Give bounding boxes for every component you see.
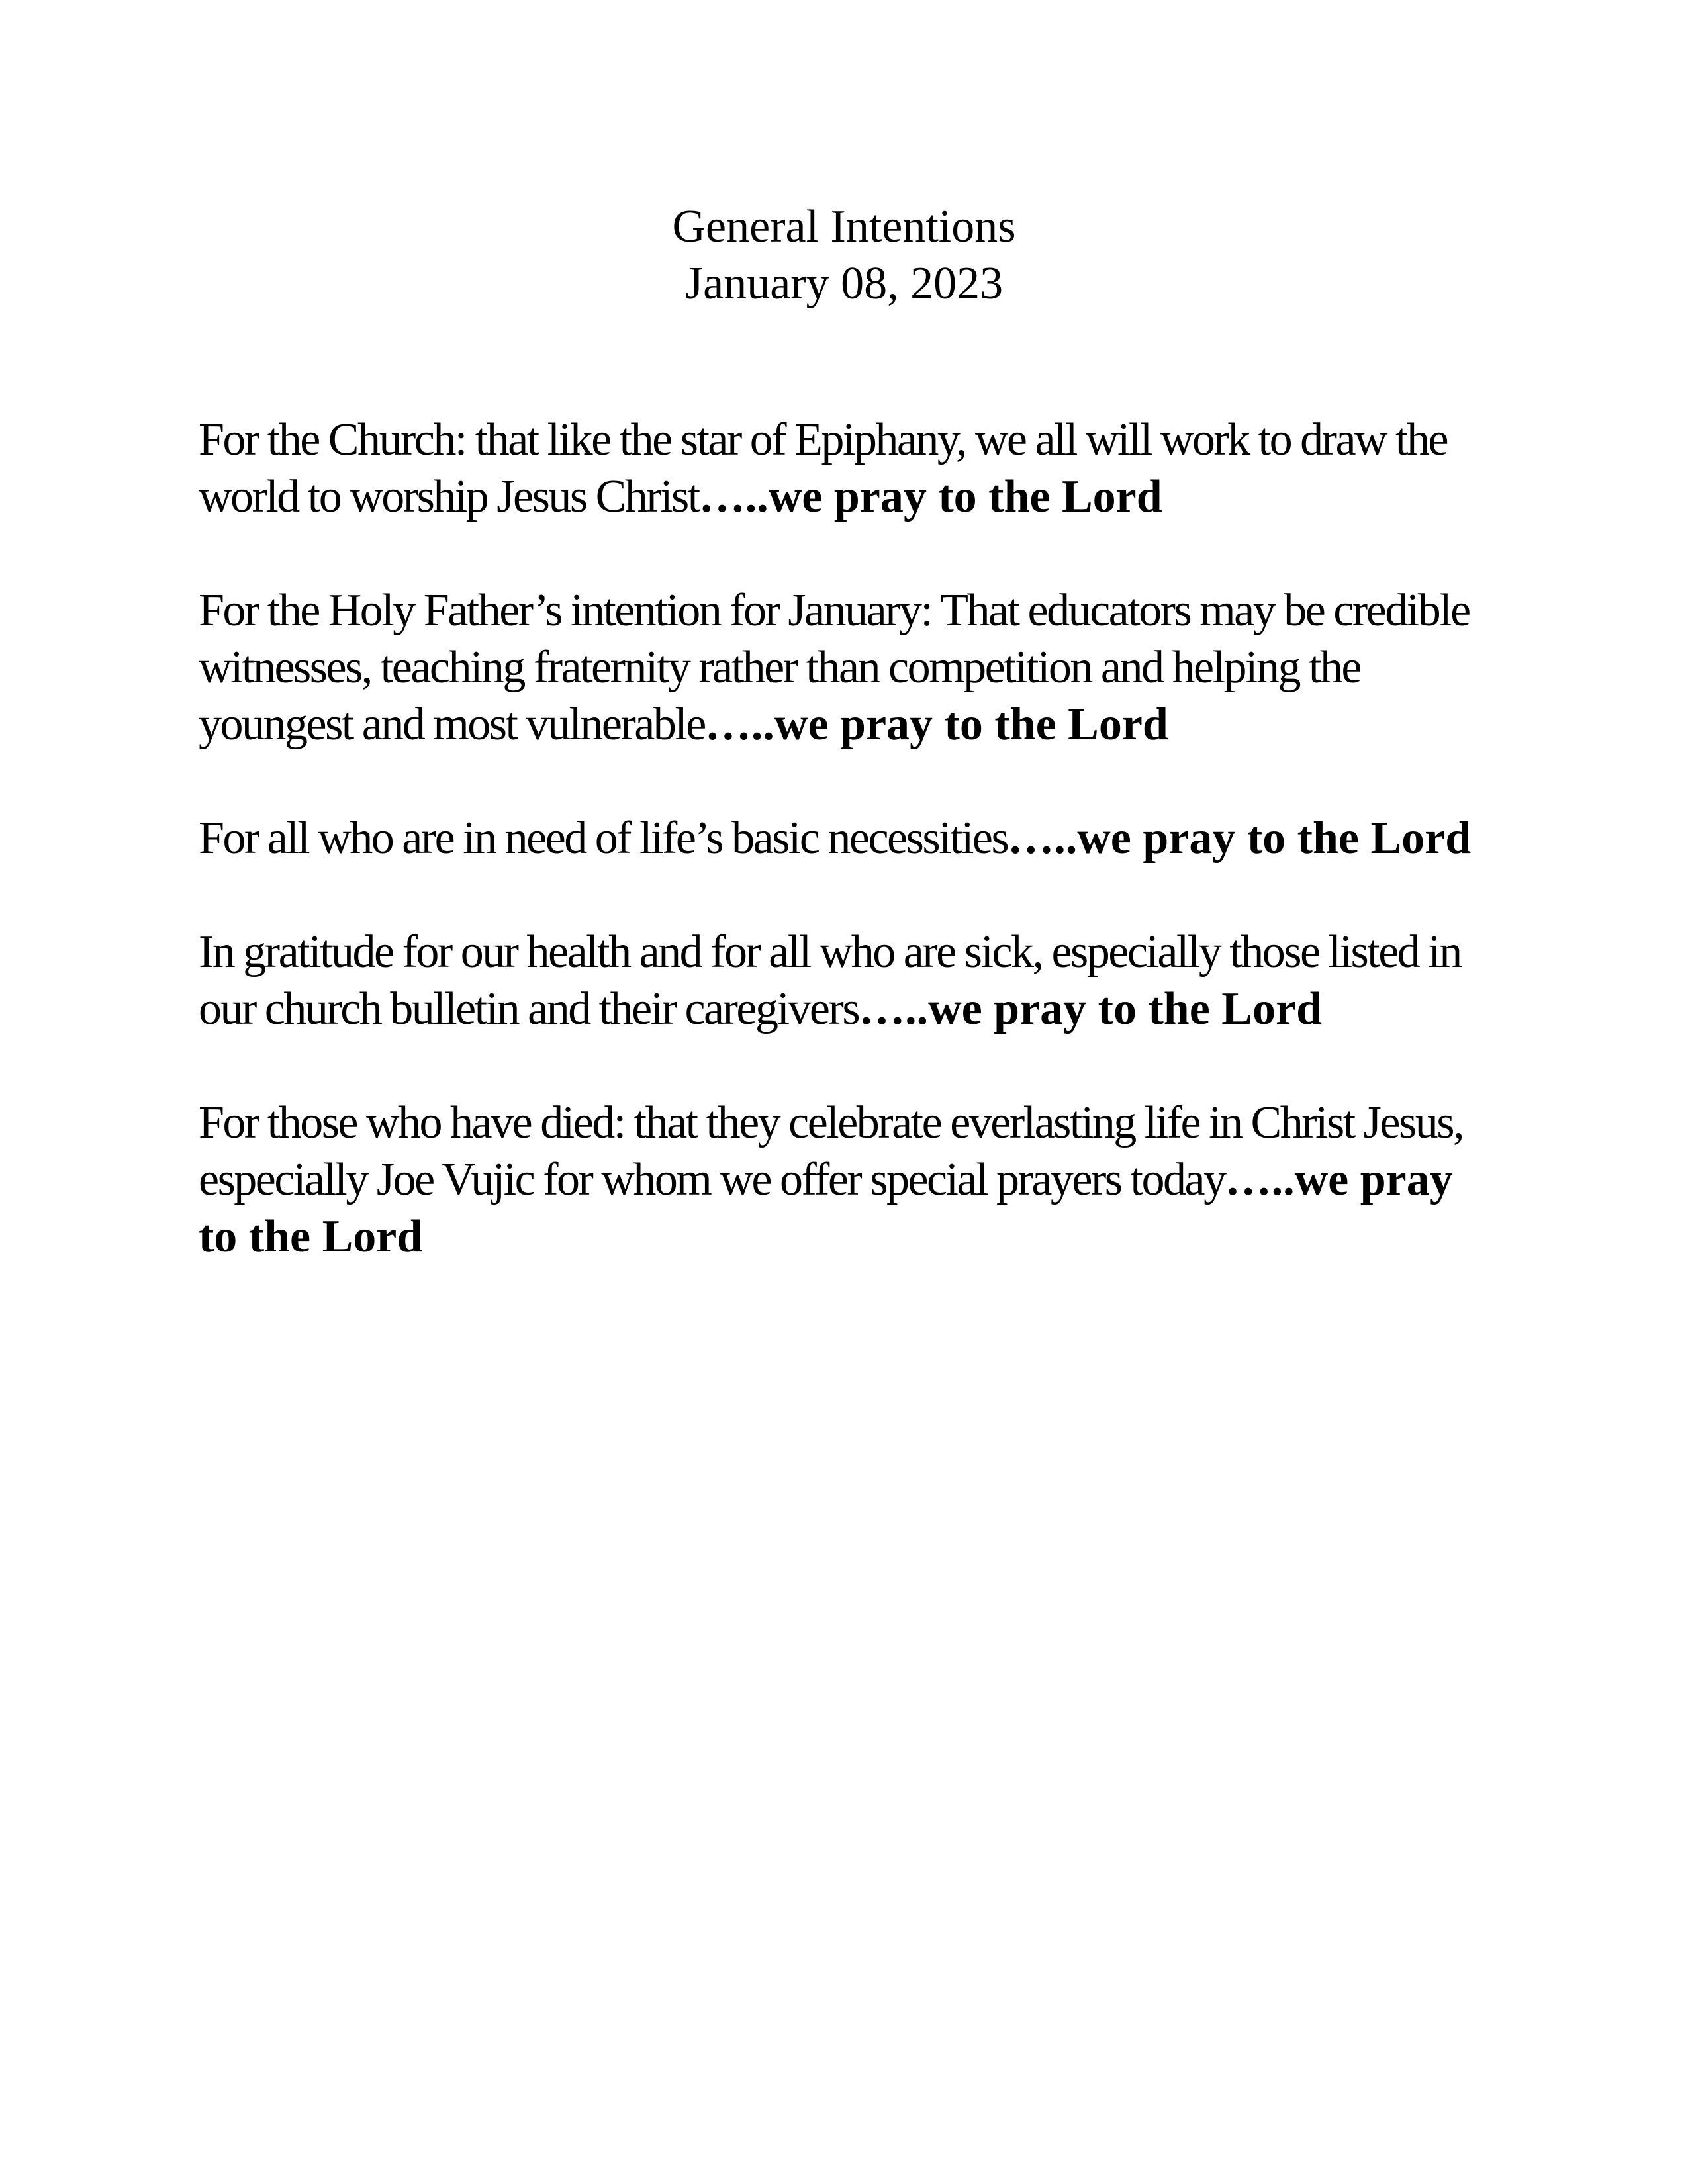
intention-response: …..we pray to the Lord (698, 471, 1162, 522)
document-title: General Intentions (672, 201, 1016, 252)
intention-text: For the Holy Father’s intention for January: That educators may be credible witnesses, teaching fraternity rather than competition and helping the youngest and most vulnerable (199, 585, 1470, 750)
intention-response: …..we pray to the Lord (199, 1154, 1453, 1262)
intention-sick (199, 924, 1489, 1038)
intention-response: …..we pray to the Lord (1008, 813, 1472, 864)
intention-response: …..we pray to the Lord (704, 699, 1168, 750)
intentions-list (199, 412, 1489, 1322)
intention-response: …..we pray to the Lord (859, 983, 1322, 1034)
intention-text: For those who have died: that they celebrate everlasting life in Christ Jesus, especially Joe Vujic for whom we offer special prayers today (199, 1097, 1463, 1205)
document-header (0, 199, 1688, 312)
intention-text: In gratitude for our health and for all who are sick, especially those listed in our church bulletin and their caregivers (199, 927, 1461, 1034)
intention-text: For all who are in need of life’s basic necessities (199, 813, 1008, 864)
intention-deceased (199, 1095, 1489, 1265)
intention-holy-father (199, 582, 1489, 753)
intention-basic-necessities (199, 810, 1489, 867)
intention-text: For the Church: that like the star of Epiphany, we all will work to draw the world to worship Jesus Christ (199, 414, 1448, 522)
document-date: January 08, 2023 (684, 258, 1004, 309)
intention-church (199, 412, 1489, 525)
